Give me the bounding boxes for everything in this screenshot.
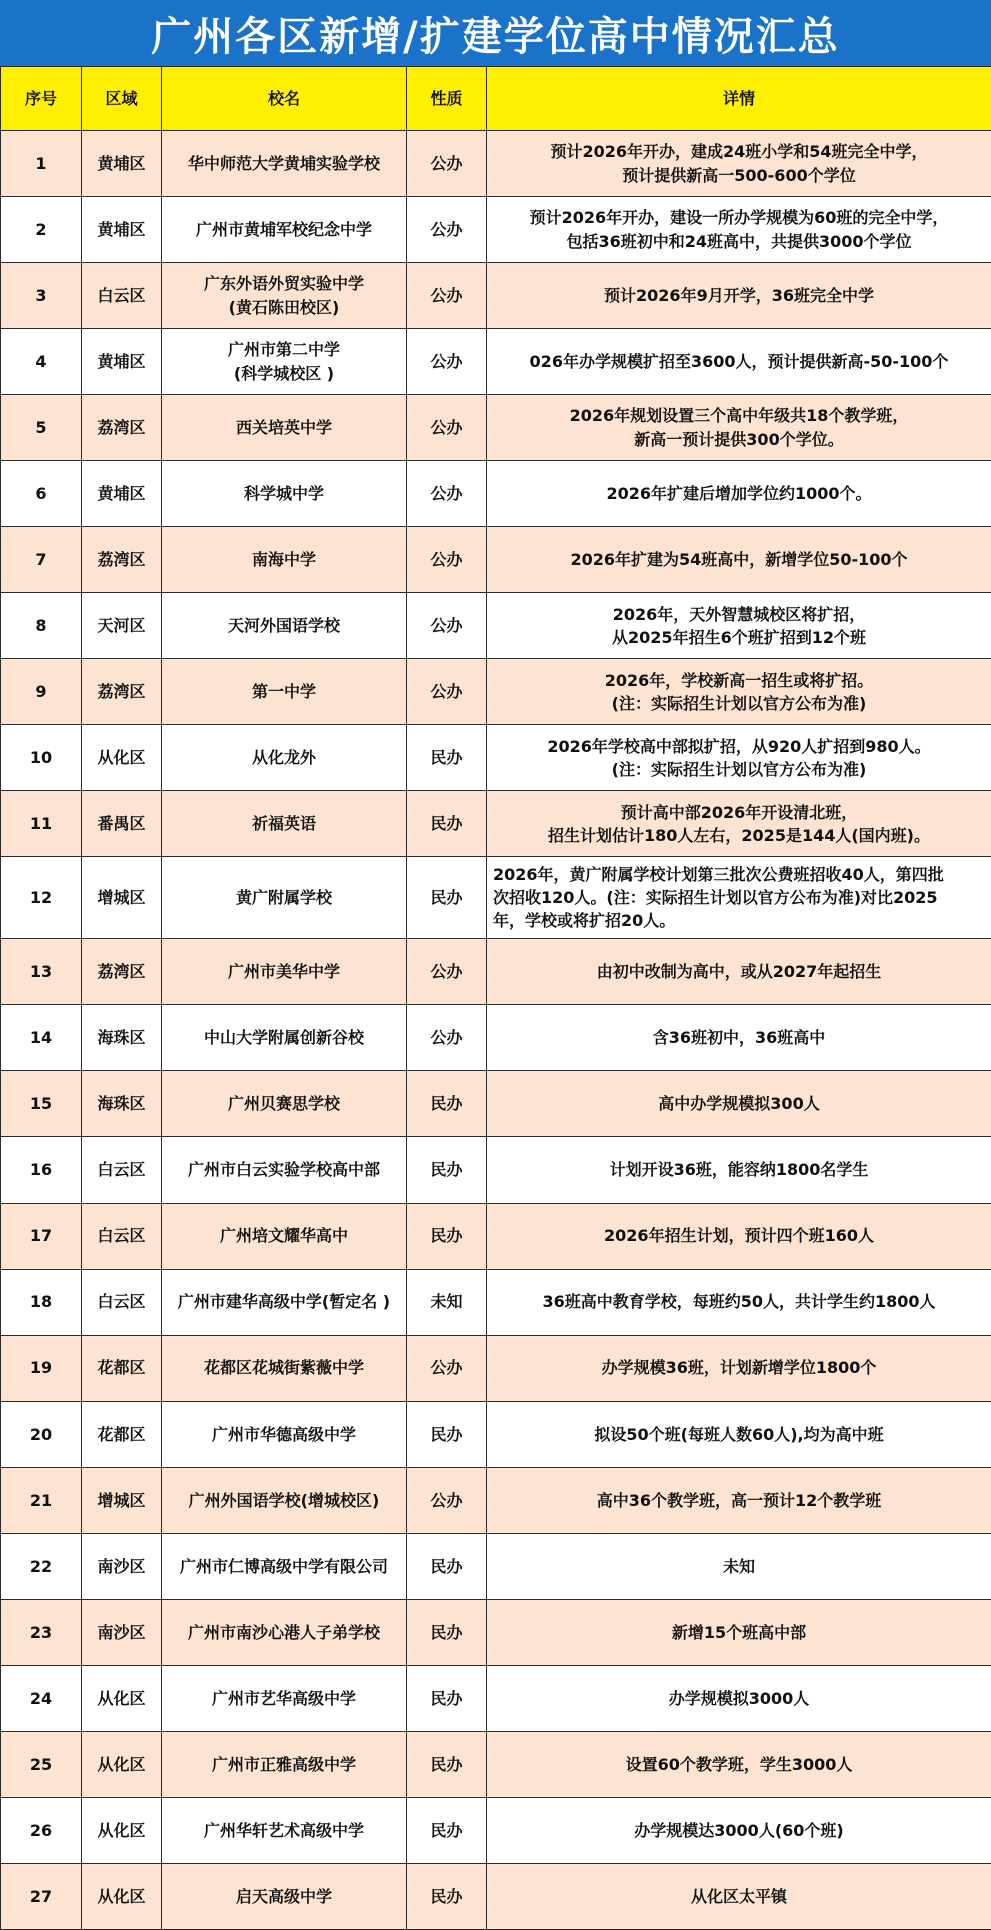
table-row (1, 791, 991, 857)
school-name-line: 华中师范大学黄埔实验学校 (187, 153, 380, 173)
row-school (162, 1533, 407, 1599)
row-detail (487, 1401, 991, 1467)
detail-line: 由初中改制为高中，或从2027年起招生 (596, 962, 882, 982)
row-number: 2 (1, 197, 82, 263)
row-school (162, 1599, 407, 1665)
table-row (1, 527, 991, 593)
school-name-line: 广州市华德高级中学 (211, 1424, 356, 1444)
detail-line: (注：实际招生计划以官方公布为准) (611, 759, 867, 779)
school-name-line: 广州市建华高级中学(暂定名 ) (177, 1292, 391, 1312)
row-type: 民办 (407, 1599, 487, 1665)
row-detail (487, 857, 991, 939)
header-type: 性质 (407, 67, 487, 131)
row-detail (487, 527, 991, 593)
row-school (162, 1137, 407, 1203)
table-row (1, 131, 991, 197)
row-district: 从化区 (82, 725, 162, 791)
school-name-line: 从化龙外 (251, 748, 316, 768)
row-district: 南沙区 (82, 1599, 162, 1665)
row-number: 19 (1, 1335, 82, 1401)
table-row (1, 1005, 991, 1071)
row-detail (487, 791, 991, 857)
row-district: 从化区 (82, 1797, 162, 1863)
row-district: 从化区 (82, 1731, 162, 1797)
row-school (162, 791, 407, 857)
row-number: 15 (1, 1071, 82, 1137)
detail-line: 2026年招生计划，预计四个班160人 (604, 1226, 874, 1246)
school-name-line: 科学城中学 (243, 484, 324, 504)
row-detail (487, 1203, 991, 1269)
school-name-line: 花都区花城街紫薇中学 (203, 1358, 364, 1378)
row-type: 公办 (407, 461, 487, 527)
school-name-line: 祈福英语 (251, 814, 316, 834)
detail-line: 预计2026年开办，建成24班小学和54班完全中学， (550, 142, 928, 162)
school-name-line: 天河外国语学校 (227, 616, 340, 636)
row-type: 民办 (407, 1731, 487, 1797)
row-number: 10 (1, 725, 82, 791)
row-type: 民办 (407, 1665, 487, 1731)
row-type: 民办 (407, 1071, 487, 1137)
row-detail (487, 725, 991, 791)
row-school (162, 1665, 407, 1731)
row-district: 白云区 (82, 263, 162, 329)
row-district: 从化区 (82, 1863, 162, 1929)
school-name-line: 广州华轩艺术高级中学 (203, 1820, 364, 1840)
school-name-line: 南海中学 (251, 550, 316, 570)
header-num: 序号 (1, 67, 82, 131)
row-type: 民办 (407, 857, 487, 939)
row-number: 21 (1, 1467, 82, 1533)
row-district: 海珠区 (82, 1071, 162, 1137)
table-row (1, 857, 991, 939)
header-detail: 详情 (487, 67, 991, 131)
row-detail (487, 1665, 991, 1731)
table-row (1, 939, 991, 1005)
detail-line: 设置60个教学班，学生3000人 (625, 1754, 853, 1774)
row-number: 12 (1, 857, 82, 939)
row-district: 天河区 (82, 593, 162, 659)
table-row (1, 1731, 991, 1797)
detail-line: 36班高中教育学校，每班约50人，共计学生约1800人 (542, 1292, 936, 1312)
row-district: 黄埔区 (82, 131, 162, 197)
row-number: 23 (1, 1599, 82, 1665)
row-detail (487, 1731, 991, 1797)
school-name-line: 广州市美华中学 (227, 962, 340, 982)
table-row (1, 1137, 991, 1203)
row-detail (487, 1071, 991, 1137)
detail-line: 预计2026年9月开学，36班完全中学 (604, 285, 874, 305)
detail-line: 高中36个教学班，高一预计12个教学班 (596, 1490, 882, 1510)
row-school (162, 329, 407, 395)
detail-line: 2026年，学校新高一招生或将扩招。 (604, 670, 874, 690)
row-school (162, 939, 407, 1005)
row-district: 荔湾区 (82, 395, 162, 461)
row-type: 公办 (407, 1467, 487, 1533)
school-name-line: 广州贝赛思学校 (227, 1094, 340, 1114)
row-detail (487, 1005, 991, 1071)
table-row (1, 1335, 991, 1401)
row-district: 荔湾区 (82, 659, 162, 725)
row-number: 11 (1, 791, 82, 857)
row-number: 1 (1, 131, 82, 197)
row-number: 17 (1, 1203, 82, 1269)
row-type: 公办 (407, 527, 487, 593)
row-district: 增城区 (82, 1467, 162, 1533)
row-detail (487, 659, 991, 725)
row-school (162, 197, 407, 263)
table-row (1, 329, 991, 395)
detail-line: 新增15个班高中部 (671, 1622, 807, 1642)
detail-line: 从2025年招生6个班扩招到12个班 (612, 627, 866, 647)
table-row (1, 1269, 991, 1335)
row-district: 花都区 (82, 1401, 162, 1467)
row-number: 6 (1, 461, 82, 527)
row-school (162, 1467, 407, 1533)
table-header-row (1, 67, 991, 131)
row-school (162, 857, 407, 939)
detail-line: 2026年，天外智慧城校区将扩招， (612, 604, 866, 624)
school-name-line: 广州市正雅高级中学 (211, 1754, 356, 1774)
row-school (162, 1863, 407, 1929)
school-name-line: 广州市艺华高级中学 (211, 1688, 356, 1708)
row-number: 4 (1, 329, 82, 395)
row-district: 番禺区 (82, 791, 162, 857)
row-number: 24 (1, 1665, 82, 1731)
detail-line: (注：实际招生计划以官方公布为准) (611, 693, 867, 713)
detail-line: 计划开设36班，能容纳1800名学生 (609, 1160, 869, 1180)
row-school (162, 527, 407, 593)
row-school (162, 1269, 407, 1335)
row-district: 黄埔区 (82, 197, 162, 263)
detail-line: 高中办学规模拟300人 (658, 1094, 820, 1114)
row-number: 22 (1, 1533, 82, 1599)
table-row (1, 197, 991, 263)
row-detail (487, 1533, 991, 1599)
row-school (162, 131, 407, 197)
table-row (1, 263, 991, 329)
detail-line: 新高一预计提供300个学位。 (634, 429, 844, 449)
table-row (1, 1071, 991, 1137)
row-school (162, 725, 407, 791)
row-school (162, 1071, 407, 1137)
table-row (1, 461, 991, 527)
row-number: 27 (1, 1863, 82, 1929)
row-number: 5 (1, 395, 82, 461)
row-number: 3 (1, 263, 82, 329)
row-type: 公办 (407, 1335, 487, 1401)
school-name-line: 广州市黄埔军校纪念中学 (195, 219, 372, 239)
row-detail (487, 395, 991, 461)
row-detail (487, 197, 991, 263)
detail-line: 包括36班初中和24班高中，共提供3000个学位 (566, 231, 912, 251)
row-number: 25 (1, 1731, 82, 1797)
row-district: 荔湾区 (82, 527, 162, 593)
school-name-line: 广东外语外贸实验中学 (203, 274, 364, 294)
row-number: 9 (1, 659, 82, 725)
table-row (1, 593, 991, 659)
detail-line: 从化区太平镇 (690, 1886, 787, 1906)
row-district: 荔湾区 (82, 939, 162, 1005)
detail-line: 年，学校或将扩招20人。 (493, 911, 676, 931)
row-type: 民办 (407, 1533, 487, 1599)
row-school (162, 1401, 407, 1467)
row-detail (487, 1599, 991, 1665)
row-number: 20 (1, 1401, 82, 1467)
detail-line: 办学规模达3000人(60个班) (634, 1820, 844, 1840)
school-name-line: 中山大学附属创新谷校 (203, 1028, 364, 1048)
detail-line: 2026年扩建为54班高中，新增学位50-100个 (570, 550, 908, 570)
row-detail (487, 329, 991, 395)
detail-line: 招生计划估计180人左右，2025是144人(国内班)。 (548, 825, 930, 845)
detail-line: 拟设50个班(每班人数60人),均为高中班 (594, 1424, 884, 1444)
school-name-line: (黄石陈田校区) (228, 297, 340, 317)
row-type: 民办 (407, 725, 487, 791)
detail-line: 2026年规划设置三个高中年级共18个教学班， (569, 406, 909, 426)
row-number: 16 (1, 1137, 82, 1203)
school-name-line: (科学城校区 ) (233, 363, 335, 383)
row-number: 13 (1, 939, 82, 1005)
row-number: 18 (1, 1269, 82, 1335)
row-number: 26 (1, 1797, 82, 1863)
row-district: 黄埔区 (82, 461, 162, 527)
school-name-line: 广州市仁博高级中学有限公司 (179, 1556, 388, 1576)
row-detail (487, 1797, 991, 1863)
school-name-line: 黄广附属学校 (235, 888, 332, 908)
row-school (162, 1203, 407, 1269)
row-type: 未知 (407, 1269, 487, 1335)
school-name-line: 广州外国语学校(增城校区) (188, 1490, 380, 1510)
detail-line: 2026年学校高中部拟扩招，从920人扩招到980人。 (547, 736, 931, 756)
table-row (1, 1203, 991, 1269)
row-type: 民办 (407, 1401, 487, 1467)
row-detail (487, 593, 991, 659)
row-type: 公办 (407, 939, 487, 1005)
detail-line: 未知 (722, 1556, 755, 1576)
row-district: 从化区 (82, 1665, 162, 1731)
row-type: 公办 (407, 659, 487, 725)
row-district: 海珠区 (82, 1005, 162, 1071)
detail-line: 办学规模拟3000人 (668, 1688, 810, 1708)
school-name-line: 广州市第二中学 (227, 340, 340, 360)
row-type: 民办 (407, 1203, 487, 1269)
table-row (1, 659, 991, 725)
row-type: 公办 (407, 263, 487, 329)
table-row (1, 1863, 991, 1929)
row-school (162, 1005, 407, 1071)
row-school (162, 1335, 407, 1401)
schools-table (0, 66, 991, 1930)
row-district: 南沙区 (82, 1533, 162, 1599)
table-row (1, 725, 991, 791)
row-detail (487, 461, 991, 527)
row-detail (487, 263, 991, 329)
detail-line: 预计提供新高一500-600个学位 (622, 165, 856, 185)
row-detail (487, 1269, 991, 1335)
row-number: 7 (1, 527, 82, 593)
table-row (1, 1797, 991, 1863)
row-district: 白云区 (82, 1269, 162, 1335)
row-school (162, 263, 407, 329)
row-type: 民办 (407, 1863, 487, 1929)
row-type: 公办 (407, 395, 487, 461)
header-school: 校名 (162, 67, 407, 131)
table-row (1, 1599, 991, 1665)
row-type: 公办 (407, 1005, 487, 1071)
detail-line: 办学规模36班，计划新增学位1800个 (601, 1358, 877, 1378)
row-detail (487, 131, 991, 197)
page-title: 广州各区新增/扩建学位高中情况汇总 (0, 0, 991, 66)
row-district: 白云区 (82, 1137, 162, 1203)
row-school (162, 461, 407, 527)
row-type: 民办 (407, 1797, 487, 1863)
row-district: 花都区 (82, 1335, 162, 1401)
row-detail (487, 939, 991, 1005)
header-district: 区域 (82, 67, 162, 131)
row-type: 公办 (407, 593, 487, 659)
row-type: 民办 (407, 1137, 487, 1203)
detail-line: 预计高中部2026年开设清北班， (620, 802, 858, 822)
row-type: 公办 (407, 131, 487, 197)
row-type: 民办 (407, 791, 487, 857)
row-district: 增城区 (82, 857, 162, 939)
row-school (162, 659, 407, 725)
detail-line: 026年办学规模扩招至3600人，预计提供新高-50-100个 (529, 352, 949, 372)
row-number: 8 (1, 593, 82, 659)
row-detail (487, 1137, 991, 1203)
table-row (1, 1665, 991, 1731)
table-row (1, 1467, 991, 1533)
school-name-line: 广州市南沙心港人子弟学校 (187, 1622, 380, 1642)
row-district: 黄埔区 (82, 329, 162, 395)
row-detail (487, 1863, 991, 1929)
school-name-line: 西关培英中学 (235, 418, 332, 438)
detail-line: 含36班初中，36班高中 (652, 1028, 826, 1048)
row-school (162, 395, 407, 461)
table-row (1, 395, 991, 461)
row-type: 公办 (407, 329, 487, 395)
table-row (1, 1533, 991, 1599)
school-name-line: 第一中学 (251, 682, 316, 702)
table-row (1, 1401, 991, 1467)
row-number: 14 (1, 1005, 82, 1071)
school-name-line: 广州培文耀华高中 (219, 1226, 348, 1246)
row-district: 白云区 (82, 1203, 162, 1269)
school-name-line: 广州市白云实验学校高中部 (187, 1160, 380, 1180)
school-name-line: 启天高级中学 (235, 1886, 332, 1906)
row-school (162, 1797, 407, 1863)
row-school (162, 593, 407, 659)
detail-line: 次招收120人。(注：实际招生计划以官方公布为准)对比2025 (493, 888, 938, 908)
table-body (1, 131, 991, 1930)
detail-line: 预计2026年开办，建设一所办学规模为60班的完全中学， (529, 208, 949, 228)
row-school (162, 1731, 407, 1797)
row-detail (487, 1335, 991, 1401)
detail-line: 2026年扩建后增加学位约1000个。 (606, 484, 872, 504)
detail-line: 2026年，黄广附属学校计划第三批次公费班招收40人，第四批 (493, 865, 944, 885)
row-detail (487, 1467, 991, 1533)
row-type: 公办 (407, 197, 487, 263)
